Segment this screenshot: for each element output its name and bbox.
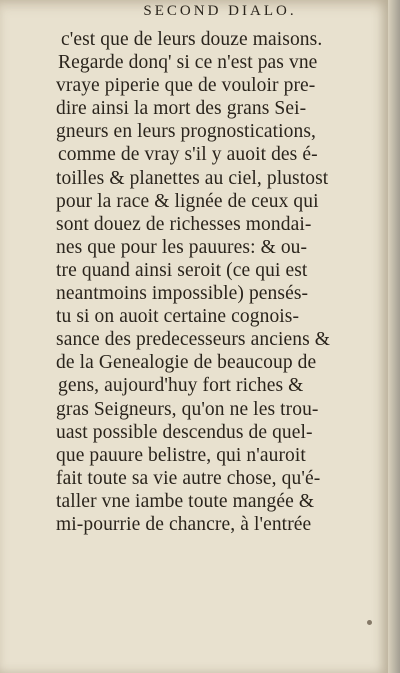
- body-text: [56, 28, 356, 536]
- text-line: neantmoins impossible) pensés-: [56, 283, 309, 305]
- text-line: gens, aujourd'huy fort riches &: [58, 375, 304, 397]
- text-line: sance des predecesseurs anciens &: [56, 329, 331, 351]
- text-line: vraye piperie que de vouloir pre-: [56, 75, 316, 97]
- text-line: Regarde donq' si ce n'est pas vne: [58, 52, 318, 74]
- text-line: de la Genealogie de beaucoup de: [56, 352, 317, 374]
- ink-spot: [367, 620, 372, 625]
- text-line: sont douez de richesses mondai-: [56, 213, 312, 235]
- text-line: dire ainsi la mort des grans Sei-: [56, 98, 307, 120]
- text-line: comme de vray s'il y auoit des é-: [58, 144, 318, 166]
- running-title: SECOND DIALO.: [143, 3, 297, 19]
- text-line: tu si on auoit certaine cognois-: [56, 306, 300, 328]
- text-line: fait toute sa vie autre chose, qu'é-: [56, 467, 321, 489]
- text-line: c'est que de leurs douze maisons.: [61, 29, 323, 50]
- text-line: pour la race & lignée de ceux qui: [56, 190, 319, 212]
- text-line: que pauure belistre, qui n'auroit: [56, 444, 306, 466]
- text-line: taller vne iambe toute mangée &: [56, 490, 315, 512]
- text-line: tre quand ainsi seroit (ce qui est: [56, 259, 308, 281]
- text-line: toilles & planettes au ciel, plustost: [56, 167, 329, 189]
- text-line: gneurs en leurs prognostications,: [56, 121, 316, 143]
- text-line: nes que pour les pauures: & ou-: [56, 236, 308, 258]
- text-line: uast possible descendus de quel-: [56, 421, 313, 443]
- text-line: gras Seigneurs, qu'on ne les trou-: [56, 398, 319, 420]
- page-edge: [388, 0, 400, 673]
- text-line: mi-pourrie de chancre, à l'entrée: [56, 513, 312, 535]
